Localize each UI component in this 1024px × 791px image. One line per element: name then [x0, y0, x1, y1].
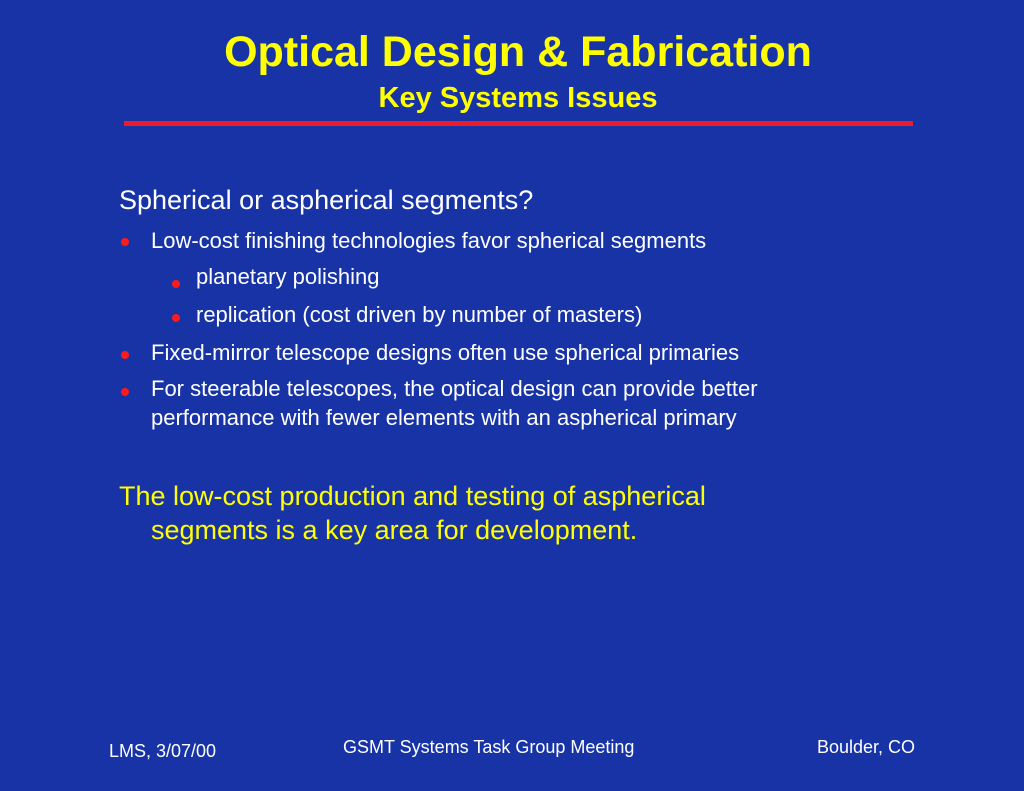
conclusion-line-2: segments is a key area for development. — [151, 515, 638, 545]
sub-bullet-planetary-polishing: planetary polishing — [196, 264, 380, 289]
bullet-dot-icon — [172, 314, 180, 322]
slide-title: Optical Design & Fabrication — [224, 28, 812, 76]
bullet-dot-icon — [121, 388, 129, 396]
sub-bullet-replication: replication (cost driven by number of masters) — [196, 302, 643, 327]
bullet-dot-icon — [121, 238, 129, 246]
bullet-finishing-technologies: Low-cost finishing technologies favor spherical segments — [151, 228, 707, 253]
section-heading: Spherical or aspherical segments? — [119, 185, 534, 215]
bullet-dot-icon — [121, 351, 129, 359]
footer-meeting-name: GSMT Systems Task Group Meeting — [343, 737, 635, 757]
slide-subtitle: Key Systems Issues — [378, 82, 658, 114]
conclusion-line-1: The low-cost production and testing of aspherical — [119, 481, 706, 511]
bullet-dot-icon — [172, 280, 180, 288]
bullet-steerable-telescopes-line-1: For steerable telescopes, the optical design can provide better — [151, 376, 758, 401]
title-divider — [124, 121, 913, 126]
footer-location: Boulder, CO — [817, 737, 916, 757]
bullet-fixed-mirror-telescopes: Fixed-mirror telescope designs often use spherical primaries — [151, 340, 740, 365]
footer-author-date: LMS, 3/07/00 — [109, 741, 217, 761]
bullet-steerable-telescopes-line-2: performance with fewer elements with an aspherical primary — [151, 405, 737, 430]
